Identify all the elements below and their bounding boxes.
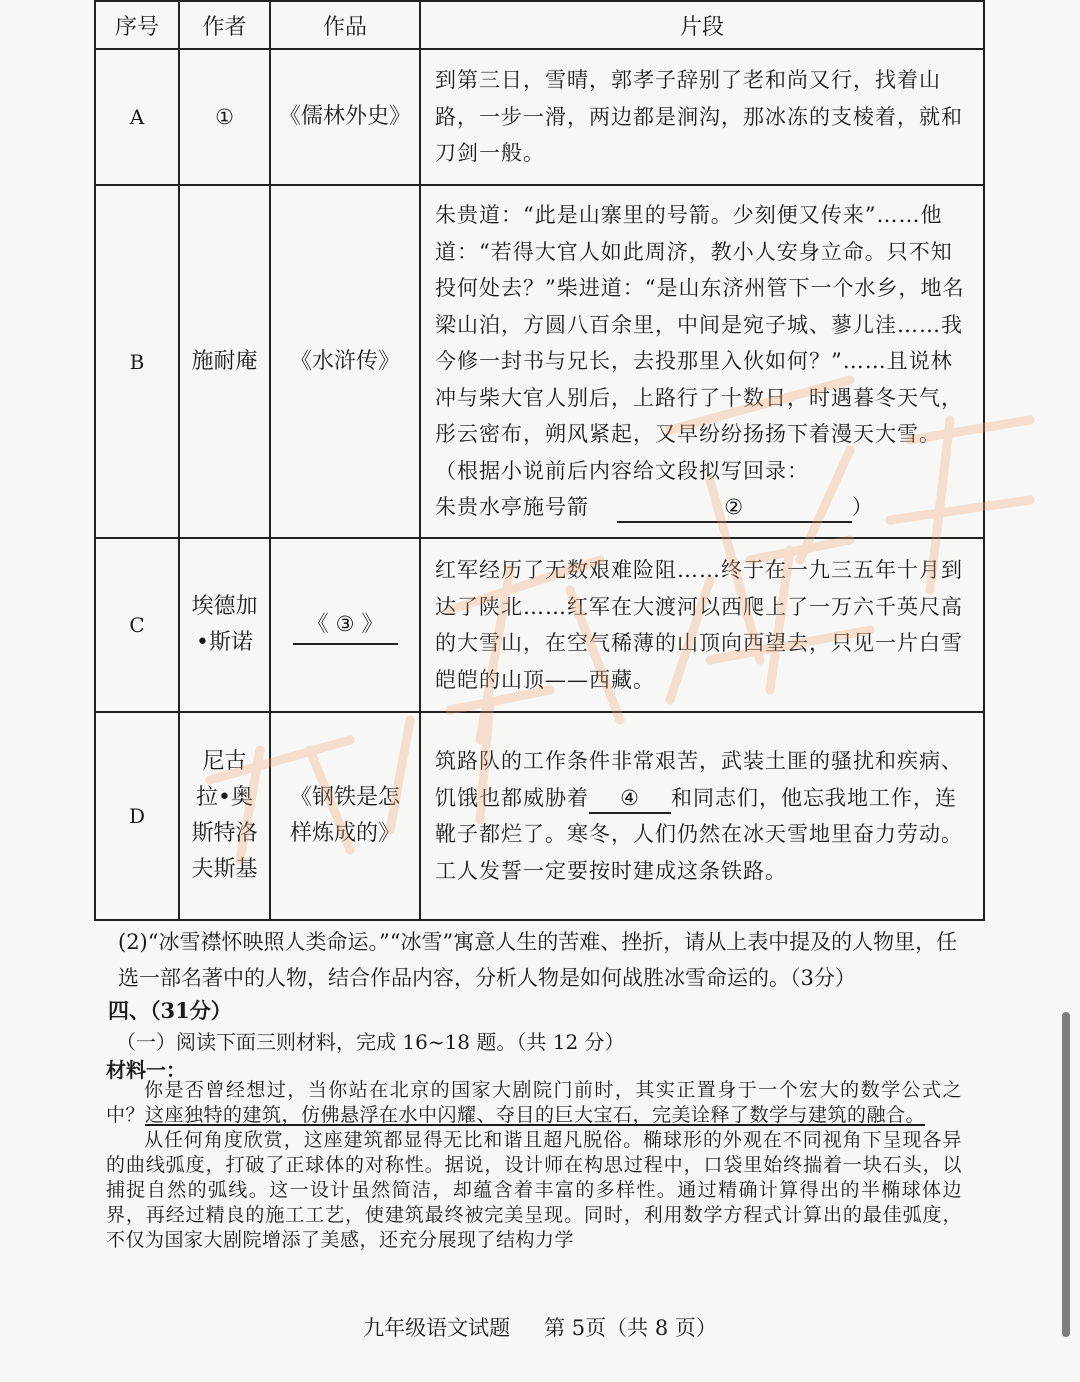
row-id: A <box>95 49 179 185</box>
row-fragment <box>420 185 984 538</box>
row-author <box>179 538 270 712</box>
row-fragment: 红军经历了无数艰难险阻……终于在一九三五年十月到达了陕北……红军在大渡河以西爬上了一万六千英尺高的大雪山，在空气稀薄的山顶向西望去，只见一片白雪皑皑的山顶——西藏。 <box>420 538 984 712</box>
work-blank-marker: ③ <box>335 611 355 636</box>
fragment-note: （根据小说前后内容给文段拟写回录： <box>435 458 809 483</box>
table-row <box>95 712 984 920</box>
author-line: 尼古 <box>202 749 247 774</box>
header-fragment: 片段 <box>420 1 984 49</box>
author-line: 斯特洛 <box>191 821 258 846</box>
row-id: B <box>95 185 179 538</box>
row-fragment: 到第三日，雪晴，郭孝子辞别了老和尚又行，找着山路，一步一滑，两边都是涧沟，那冰冻的支棱着，就和刀剑一般。 <box>420 49 984 185</box>
works-table <box>94 0 985 921</box>
row-id: C <box>95 538 179 712</box>
author-line: •斯诺 <box>196 630 253 655</box>
paragraph <box>106 1078 962 1128</box>
material-body <box>106 1078 962 1253</box>
paragraph-text: 你是否曾经想过，当你站在北京的国家大剧院门前时，其实正置身于一个宏大的数学公式之中？ <box>106 1079 962 1126</box>
fragment-prompt-line <box>435 489 971 526</box>
author-line: 拉•奥 <box>196 785 253 810</box>
answer-blank-3[interactable] <box>293 606 398 645</box>
row-work: 《水浒传》 <box>270 185 420 538</box>
table-row <box>95 49 984 185</box>
scrollbar[interactable] <box>1062 1012 1070 1337</box>
table-row <box>95 538 984 712</box>
answer-blank-2[interactable]: ② <box>617 493 852 523</box>
table-row <box>95 185 984 538</box>
work-line: 《钢铁是怎 <box>289 785 400 810</box>
question-2 <box>108 924 968 996</box>
work-close: 》 <box>361 611 384 637</box>
row-author <box>179 712 270 920</box>
header-id: 序号 <box>95 1 179 49</box>
author-line: 夫斯基 <box>191 857 258 882</box>
header-work: 作品 <box>270 1 420 49</box>
row-work <box>270 712 420 920</box>
paragraph: 从任何角度欣赏，这座建筑都显得无比和谐且超凡脱俗。椭球形的外观在不同视角下呈现各异的曲线弧度，打破了正球体的对称性。据说，设计师在构思过程中，口袋里始终揣着一块石头，以捕捉自然的弧线。这一设计虽然简洁，却蕴含着丰富的多样性。通过精确计算得出的半椭球体边界，再经过精良的施工工艺，使建筑最终被完美呈现。同时，利用数学方程式计算出的最佳弧度，不仅为国家大剧院增添了美感，还充分展现了结构力学 <box>106 1129 962 1251</box>
sub-title: （一）阅读下面三则材料，完成 16~18 题。（共 12 分） <box>116 1030 625 1054</box>
fragment-text: 朱贵道：“此是山寨里的号箭。少刻便又传来”……他道：“若得大官人如此周济，教小人安身立命。只不知投何处去？”柴进道：“是山东济州管下一个水乡，地名梁山泊，方圆八百余里，中间是宛子城、蓼儿洼……我今修一封书与兄长，去投那里入伙如何？”……且说林冲与柴大官人别后，上路行了十数日，时遇暮冬天气，彤云密布，朔风紧起，又早纷纷扬扬下着漫天大雪。 <box>435 203 965 447</box>
fragment-before: 筑路队的工作条件非常艰苦，武装土匪的骚扰和疾病、饥饿也都威胁着 <box>435 749 963 810</box>
author-line: 埃德加 <box>191 594 258 619</box>
fragment-prompt: 朱贵水亭施号箭 <box>435 495 589 520</box>
fragment-close: ） <box>851 495 874 520</box>
header-author: 作者 <box>179 1 270 49</box>
underlined-sentence: 这座独特的建筑，仿佛悬浮在水中闪耀、夺目的巨大宝石，完美诠释了数学与建筑的融合。 <box>145 1104 926 1126</box>
row-author: 施耐庵 <box>179 185 270 538</box>
row-work: 《儒林外史》 <box>270 49 420 185</box>
row-author: ① <box>179 49 270 185</box>
question-2-text: (2)“冰雪襟怀映照人类命运。”“冰雪”寓意人生的苦难、挫折，请从上表中提及的人物里，任选一部名著中的人物，结合作品内容，分析人物是如何战胜冰雪命运的。（3分） <box>118 930 958 990</box>
footer-page: 第 5页（共 8 页） <box>544 1316 717 1340</box>
table-header-row <box>95 1 984 49</box>
row-work <box>270 538 420 712</box>
material-label: 材料一： <box>106 1058 186 1082</box>
footer-subject: 九年级语文试题 <box>363 1316 511 1340</box>
section-title: 四、（31分） <box>108 998 232 1023</box>
row-id: D <box>95 712 179 920</box>
answer-blank-4[interactable]: ④ <box>589 784 671 814</box>
page-footer <box>0 1312 1080 1342</box>
work-line: 样炼成的》 <box>289 821 400 846</box>
row-fragment <box>420 712 984 920</box>
fragment-after: 和同志们，他忘我地工作，连靴子都烂了。寒冬，人们仍然在冰天雪地里奋力劳动。工人发誓一定要按时建成这条铁路。 <box>435 785 963 883</box>
work-open: 《 <box>306 611 329 637</box>
